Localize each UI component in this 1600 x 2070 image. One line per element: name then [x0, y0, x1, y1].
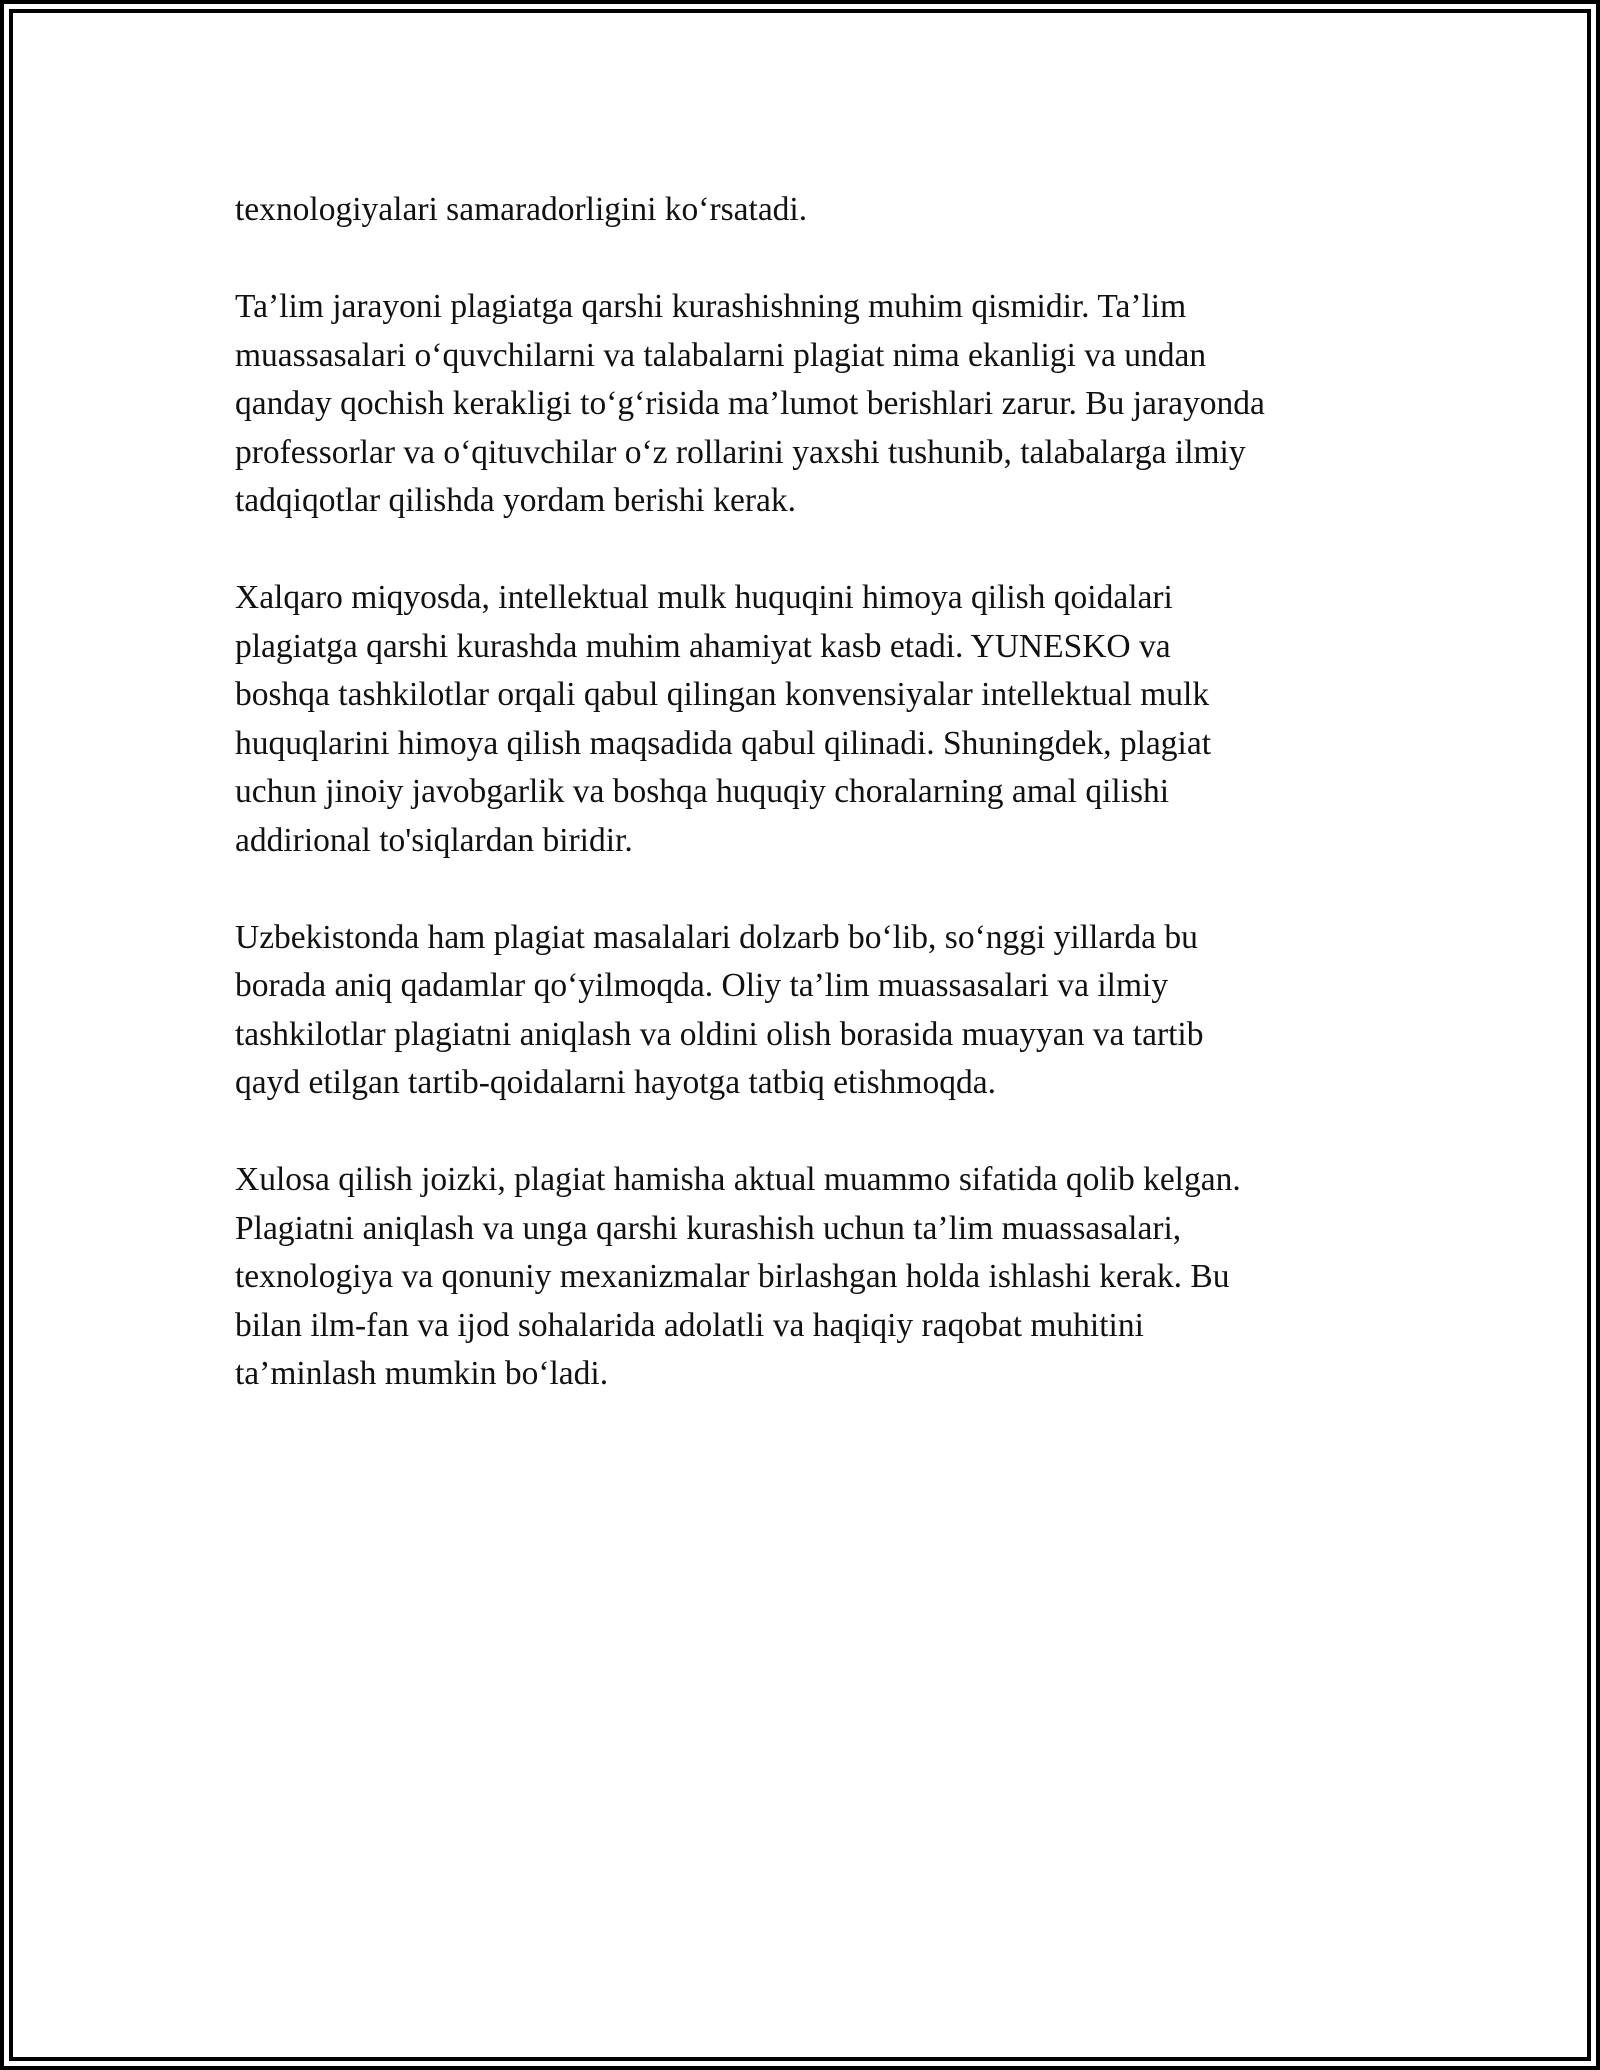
text-line: Plagiatni aniqlash va unga qarshi kurashish uchun ta’lim muassasalari,	[235, 1209, 1182, 1247]
text-line: plagiatga qarshi kurashda muhim ahamiyat kasb etadi. YUNESKO va	[235, 627, 1171, 665]
text-line: Xalqaro miqyosda, intellektual mulk huquqini himoya qilish qoidalari	[235, 579, 1173, 616]
text-line: Ta’lim jarayoni plagiatga qarshi kurashishning muhim qismidir. Ta’lim	[235, 288, 1187, 325]
text-line: tadqiqotlar qilishda yordam berishi kerak.	[235, 482, 796, 519]
text-line: bilan ilm-fan va ijod sohalarida adolatli va haqiqiy raqobat muhitini	[235, 1306, 1144, 1344]
text-line: texnologiyalari samaradorligini ko‘rsatadi.	[235, 191, 808, 228]
text-line: borada aniq qadamlar qo‘yilmoqda. Oliy ta’lim muassasalari va ilmiy	[235, 967, 1169, 1004]
paragraph-3	[235, 574, 1400, 865]
paragraph-2	[235, 283, 1400, 526]
text-line: uchun jinoiy javobgarlik va boshqa huquqiy choralarning amal qilishi	[235, 773, 1170, 810]
text-line: Xulosa qilish joizki, plagiat hamisha aktual muammo sifatida qolib kelgan.	[235, 1161, 1241, 1198]
text-line: qayd etilgan tartib-qoidalarni hayotga tatbiq etishmoqda.	[235, 1064, 996, 1101]
text-line: muassasalari o‘quvchilarni va talabalarni plagiat nima ekanligi va undan	[235, 336, 1207, 374]
text-line: addirional to'siqlardan biridir.	[235, 821, 633, 859]
text-line: qanday qochish kerakligi to‘g‘risida ma’lumot berishlari zarur. Bu jarayonda	[235, 385, 1265, 422]
text-line: tashkilotlar plagiatni aniqlash va oldini olish borasida muayyan va tartib	[235, 1015, 1204, 1053]
text-line: huquqlarini himoya qilish maqsadida qabul qilinadi. Shuningdek, plagiat	[235, 724, 1212, 762]
text-line: boshqa tashkilotlar orqali qabul qilingan konvensiyalar intellektual mulk	[235, 676, 1210, 713]
text-line: texnologiya va qonuniy mexanizmalar birlashgan holda ishlashi kerak. Bu	[235, 1258, 1230, 1295]
text-line: professorlar va o‘qituvchilar o‘z rollarini yaxshi tushunib, talabalarga ilmiy	[235, 433, 1246, 471]
document-body	[235, 186, 1400, 1447]
paragraph-4	[235, 914, 1400, 1108]
text-line: ta’minlash mumkin bo‘ladi.	[235, 1355, 609, 1392]
text-line: Uzbekistonda ham plagiat masalalari dolzarb bo‘lib, so‘nggi yillarda bu	[235, 918, 1198, 956]
paragraph-1	[235, 186, 1400, 235]
paragraph-5	[235, 1156, 1400, 1399]
